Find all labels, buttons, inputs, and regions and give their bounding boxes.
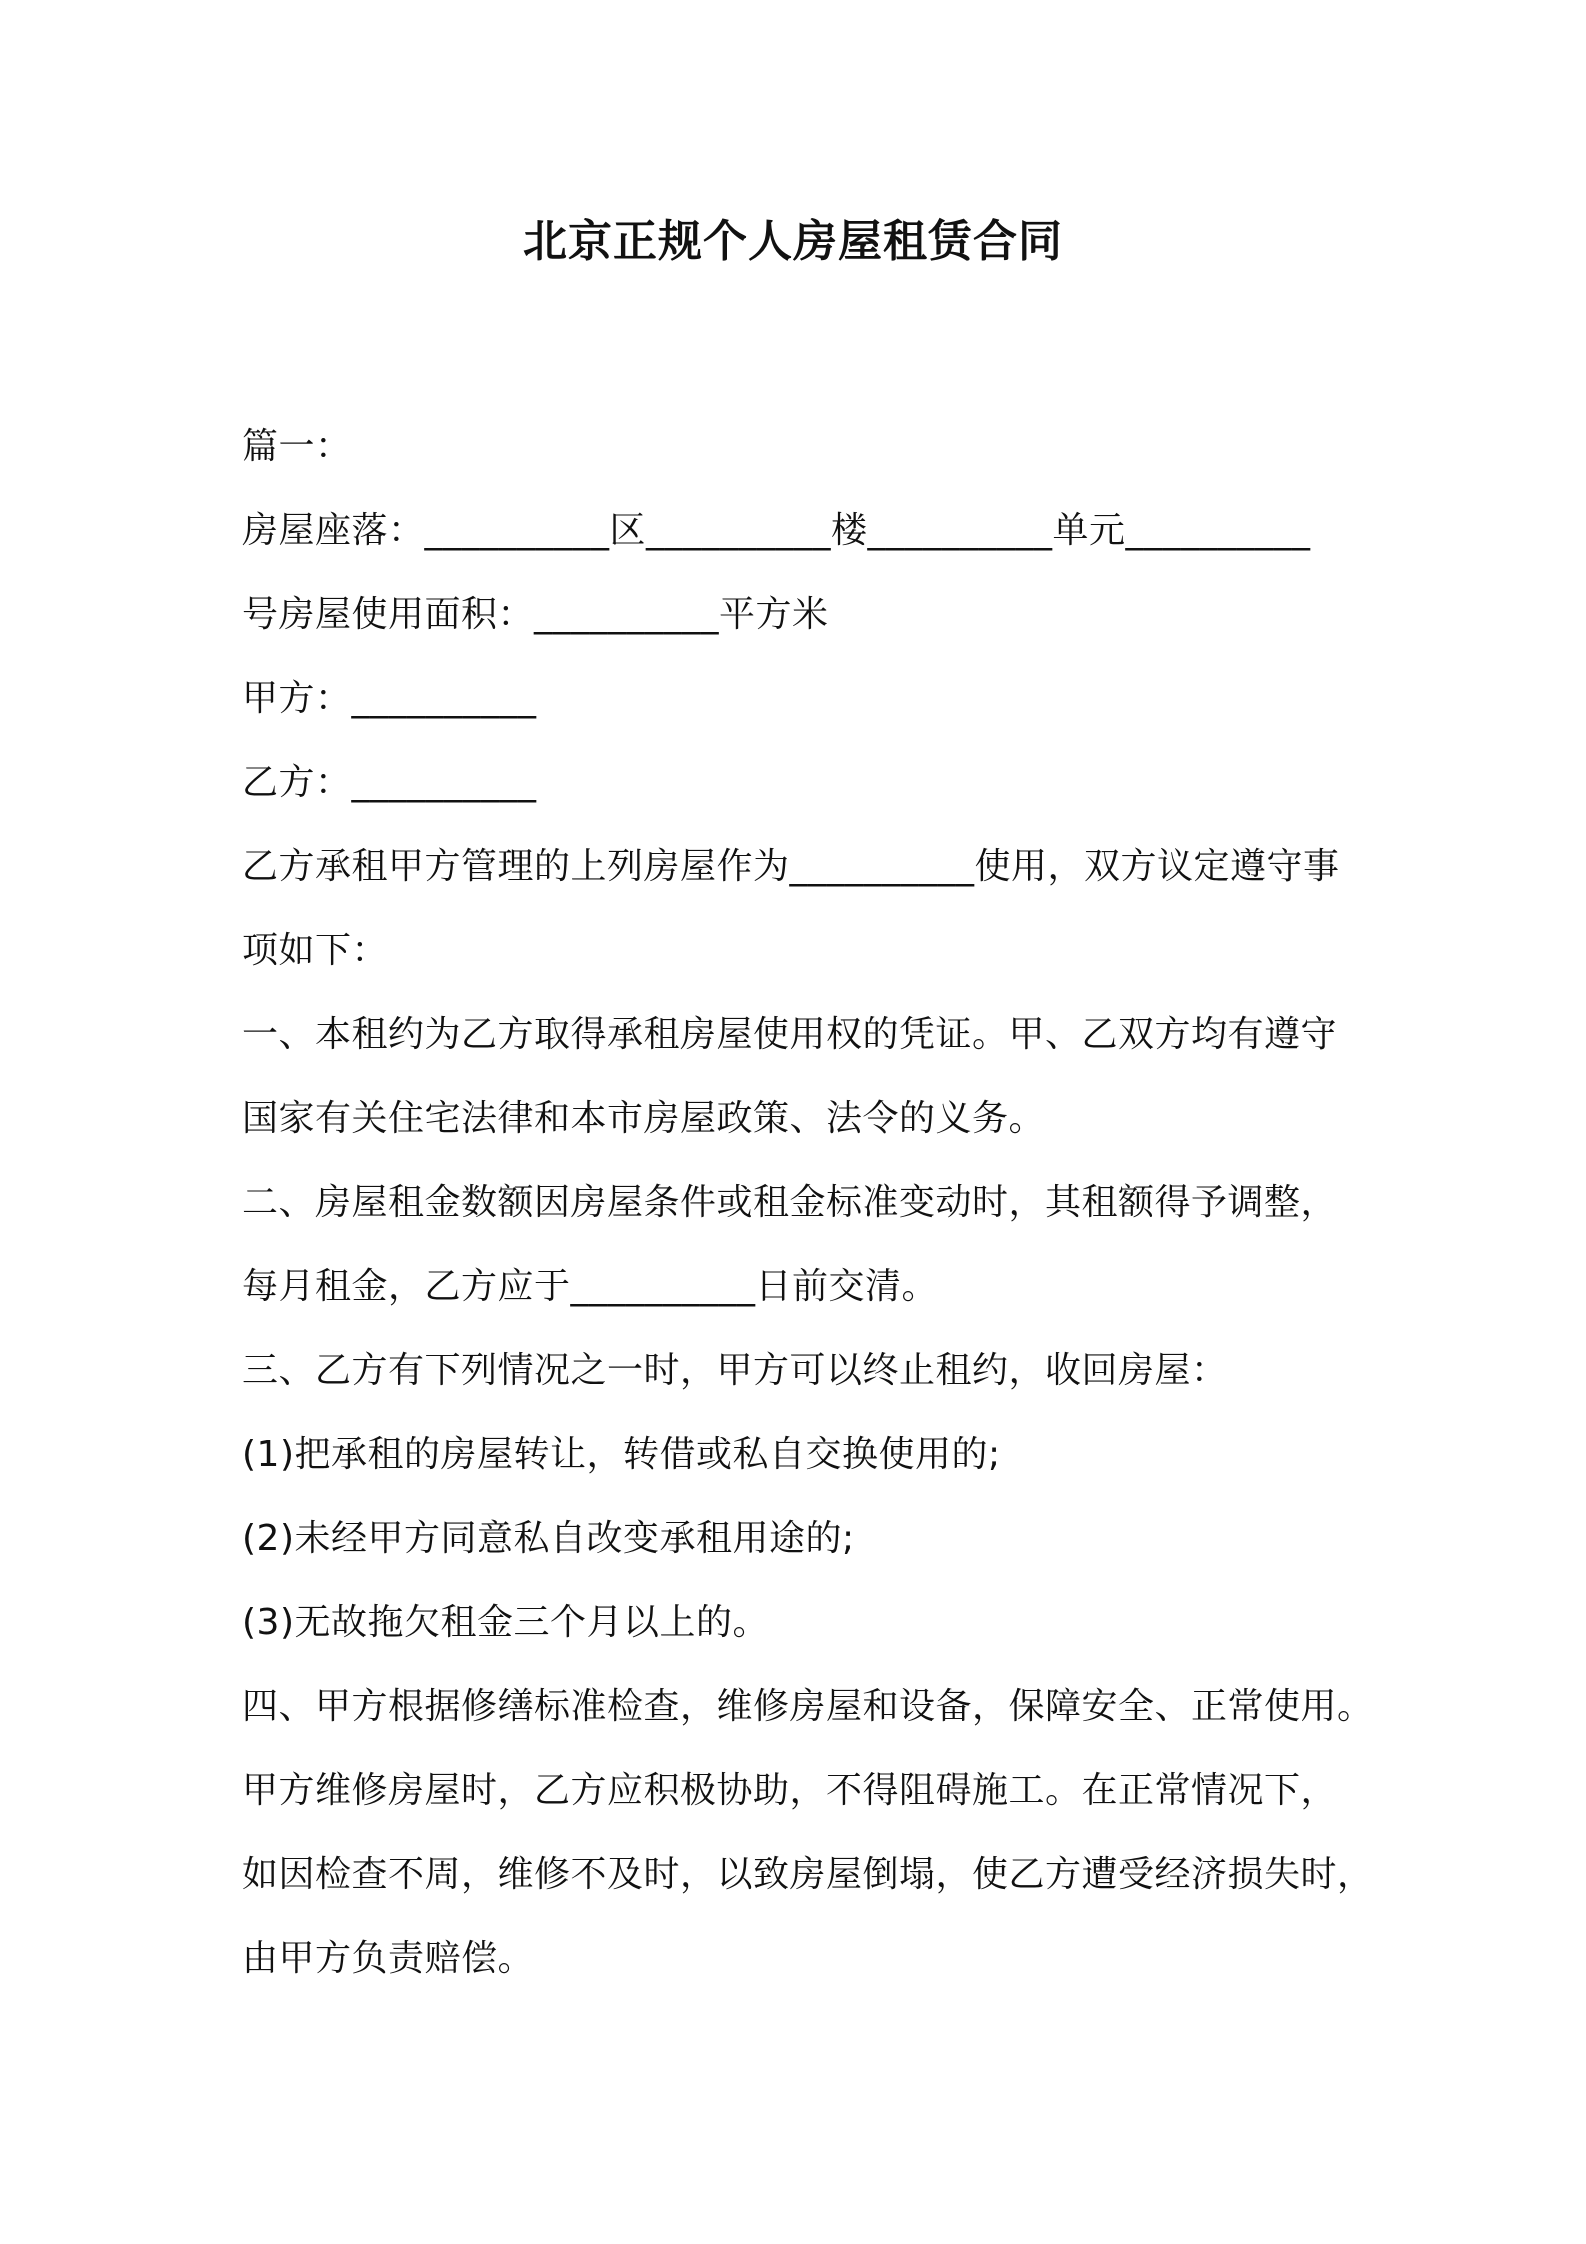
property-location-line: 房屋座落：__________区__________楼__________单元__________ bbox=[242, 510, 1311, 551]
party-a-line: 甲方：__________ bbox=[242, 678, 537, 719]
clause-4-line-2: 甲方维修房屋时，乙方应积极协助，不得阻碍施工。在正常情况下， bbox=[242, 1770, 1338, 1811]
document-title: 北京正规个人房屋租赁合同 bbox=[523, 216, 1063, 267]
document-body bbox=[242, 405, 1374, 2001]
clause-3-item-2: (2)未经甲方同意私自改变承租用途的; bbox=[242, 1518, 855, 1559]
party-b-line: 乙方：__________ bbox=[242, 762, 537, 803]
usage-line-cont: 项如下： bbox=[242, 930, 389, 971]
clause-3-item-3: (3)无故拖欠租金三个月以上的。 bbox=[242, 1602, 769, 1643]
clause-3-line: 三、乙方有下列情况之一时，甲方可以终止租约，收回房屋： bbox=[242, 1350, 1228, 1391]
clause-4-line-4: 由甲方负责赔偿。 bbox=[242, 1938, 535, 1979]
clause-2-line-1: 二、房屋租金数额因房屋条件或租金标准变动时，其租额得予调整， bbox=[242, 1182, 1338, 1223]
clause-4-line-1: 四、甲方根据修缮标准检查，维修房屋和设备，保障安全、正常使用。 bbox=[242, 1686, 1374, 1727]
clause-2-line-2: 每月租金，乙方应于__________日前交清。 bbox=[242, 1266, 939, 1307]
clause-3-item-1: (1)把承租的房屋转让，转借或私自交换使用的; bbox=[242, 1434, 1001, 1475]
section-heading: 篇一： bbox=[242, 426, 352, 467]
clause-1-line-1: 一、本租约为乙方取得承租房屋使用权的凭证。甲、乙双方均有遵守 bbox=[242, 1014, 1338, 1055]
clause-1-line-2: 国家有关住宅法律和本市房屋政策、法令的义务。 bbox=[242, 1098, 1046, 1139]
property-area-line: 号房屋使用面积：__________平方米 bbox=[242, 594, 829, 635]
clause-4-line-3: 如因检查不周，维修不及时，以致房屋倒塌，使乙方遭受经济损失时， bbox=[242, 1854, 1374, 1895]
usage-line: 乙方承租甲方管理的上列房屋作为__________使用，双方议定遵守事 bbox=[242, 846, 1340, 887]
